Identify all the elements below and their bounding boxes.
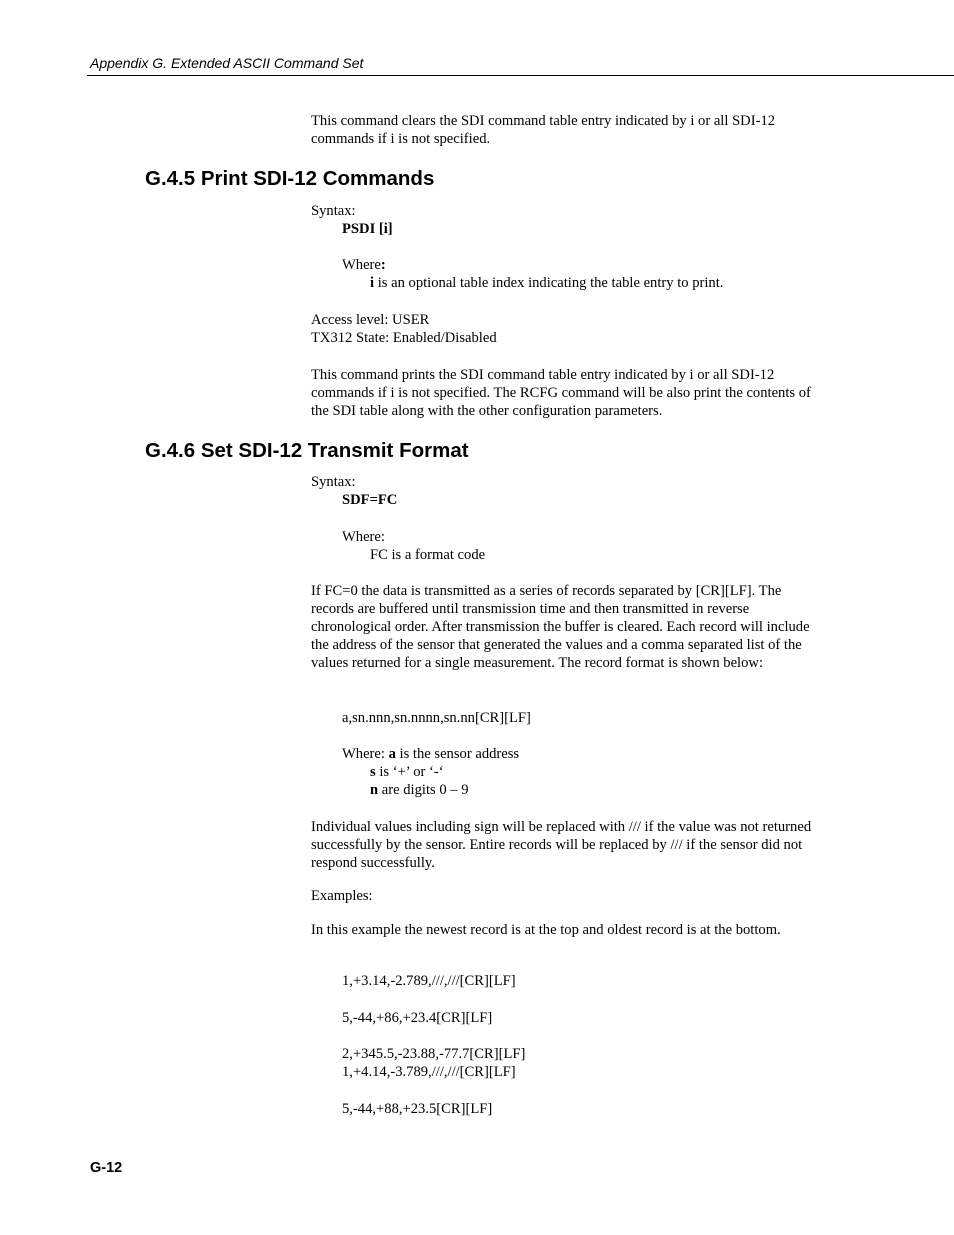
g45-description	[311, 366, 821, 420]
running-header: Appendix G. Extended ASCII Command Set	[90, 55, 364, 71]
g46-individual-paragraph	[311, 818, 821, 872]
header-rule	[87, 75, 954, 76]
g45-syntax-command	[342, 220, 393, 238]
g45-tx312-state: TX312 State: Enabled/Disabled	[311, 330, 497, 346]
g45-param-desc: is an optional table index indicating the table entry to print.	[374, 275, 724, 291]
g46-examples-label: Examples:	[311, 888, 373, 904]
example-line: 1,+4.14,-3.789,///,///[CR][LF]	[342, 1064, 516, 1080]
g46-where-label: Where:	[342, 529, 385, 545]
g45-where-text: Where	[342, 257, 381, 273]
g46-example-intro-text: In this example the newest record is at the top and oldest record is at the bottom.	[311, 922, 781, 938]
example-line: 1,+3.14,-2.789,///,///[CR][LF]	[342, 973, 516, 989]
g46-where2-a-key: a	[388, 746, 396, 762]
g46-command-text: SDF=FC	[342, 492, 398, 508]
g45-where-colon: :	[380, 257, 386, 273]
g46-fc0-paragraph	[311, 582, 821, 672]
g46-syntax-command	[342, 491, 397, 509]
g45-syntax-label: Syntax:	[311, 203, 356, 219]
section-heading-g46: G.4.6 Set SDI-12 Transmit Format	[145, 439, 469, 462]
g46-where2-s-desc: is ‘+’ or ‘-‘	[375, 764, 444, 780]
g46-where-s-line	[370, 763, 444, 781]
g46-where2-n-desc: are digits 0 – 9	[378, 782, 469, 798]
g46-where-n-line	[370, 781, 469, 799]
g46-where2-prefix: Where:	[342, 746, 389, 762]
page-number: G-12	[90, 1160, 123, 1176]
g46-where2-s-key: s	[370, 764, 376, 780]
example-line: 2,+345.5,-23.88,-77.7[CR][LF]	[342, 1046, 526, 1062]
g46-where2-a-desc: is the sensor address	[395, 746, 520, 762]
g46-where2-n-key: n	[370, 782, 379, 798]
g45-command-text: PSDI [i]	[342, 221, 393, 237]
example-line: 5,-44,+88,+23.5[CR][LF]	[342, 1101, 493, 1117]
g46-syntax-label: Syntax:	[311, 474, 356, 490]
g45-where-label	[342, 256, 386, 274]
g45-param-line	[370, 274, 723, 292]
g45-description-text: This command prints the SDI command table entry indicated by i or all SDI-12 commands if i is not specified. The RCFG command will be also print the contents of the SDI table along with the other configuration parameters.	[311, 367, 811, 419]
example-line: 5,-44,+86,+23.4[CR][LF]	[342, 1010, 493, 1026]
intro-text: This command clears the SDI command table entry indicated by i or all SDI-12 commands if i is not specified.	[311, 113, 776, 147]
g46-example-intro	[311, 921, 821, 939]
g46-fc0-text: If FC=0 the data is transmitted as a series of records separated by [CR][LF]. The records are buffered until transmission time and then transmitted in reverse chronological order. After transmission the buffer is cleared. Each record will include the address of the sensor that generated the values and a comma separated list of the values returned for a single measurement. The record format is shown below:	[311, 583, 810, 671]
g45-access-level: Access level: USER	[311, 312, 430, 328]
g46-record-format: a,sn.nnn,sn.nnnn,sn.nn[CR][LF]	[342, 710, 531, 726]
g45-param-name: i	[370, 275, 375, 291]
section-heading-g45: G.4.5 Print SDI-12 Commands	[145, 167, 435, 190]
g46-param-desc: FC is a format code	[370, 547, 486, 563]
g46-where-a-line	[342, 745, 519, 763]
intro-paragraph	[311, 112, 821, 148]
g46-individual-text: Individual values including sign will be replaced with /// if the value was not returned successfully by the sensor. Entire records will be replaced by /// if the sensor did not respond successfully.	[311, 819, 812, 871]
